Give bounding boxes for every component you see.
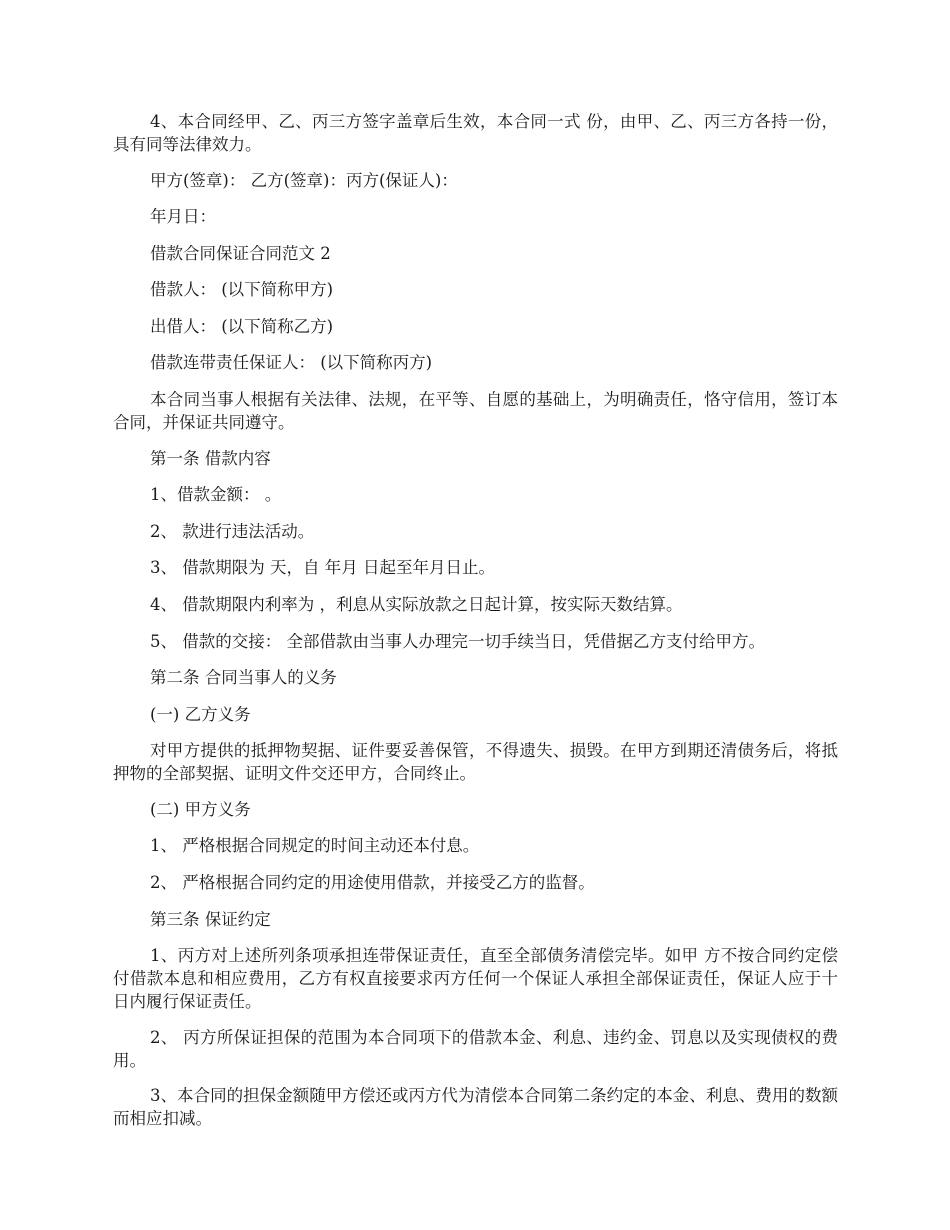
section-heading-2: 第二条 合同当事人的义务: [150, 668, 337, 688]
paragraph-preamble: 本合同当事人根据有关法律、法规，在平等、自愿的基础上，为明确责任，恪守信用，签订本合同，并保证共同遵守。: [113, 390, 838, 433]
paragraph-signatures: 甲方(签章)： 乙方(签章)：丙方(保证人)：: [150, 170, 458, 190]
clause-1-4: 4、 借款期限内利率为 ，利息从实际放款之日起计算，按实际天数结算。: [150, 594, 683, 614]
paragraph-lender: 出借人： (以下简称乙方): [150, 316, 334, 336]
document-subtitle: 借款合同保证合同范文 2: [150, 243, 331, 263]
clause-1-1: 1、借款金额： 。: [150, 485, 282, 505]
paragraph-borrower: 借款人： (以下简称甲方): [150, 280, 334, 300]
paragraph-lender-duties: 对甲方提供的抵押物契据、证件要妥善保管，不得遗失、损毁。在甲方到期还清债务后，将抵押物的全部契据、证明文件交还甲方，合同终止。: [113, 741, 838, 784]
clause-3-1: 1、丙方对上述所列条项承担连带保证责任，直至全部债务清偿完毕。如甲 方不按合同约定偿付借款本息和相应费用，乙方有权直接要求丙方任何一个保证人承担全部保证责任，保证人应于十日内履行保证责任。: [113, 946, 838, 1012]
document-page: [113, 110, 838, 1143]
clause-1-5: 5、 借款的交接： 全部借款由当事人办理完一切手续当日，凭借据乙方支付给甲方。: [150, 631, 765, 651]
clause-1-2: 2、 款进行违法活动。: [150, 521, 315, 541]
clause-3-2: 2、 丙方所保证担保的范围为本合同项下的借款本金、利息、违约金、罚息以及实现债权的费用。: [113, 1027, 838, 1070]
clause-3-3: 3、本合同的担保金额随甲方偿还或丙方代为清偿本合同第二条约定的本金、利息、费用的数额而相应扣减。: [113, 1086, 838, 1129]
clause-2-2: 2、 严格根据合同约定的用途使用借款，并接受乙方的监督。: [150, 873, 595, 892]
clause-1-3: 3、 借款期限为 天，自 年月 日起至年月日止。: [150, 558, 495, 578]
paragraph-effectiveness: 4、本合同经甲、乙、丙三方签字盖章后生效，本合同一式 份，由甲、乙、丙三方各持一份，具有同等法律效力。: [113, 112, 838, 154]
clause-2-1: 1、 严格根据合同规定的时间主动还本付息。: [150, 836, 480, 856]
subsection-heading-lender: (一) 乙方义务: [150, 704, 251, 724]
section-heading-1: 第一条 借款内容: [150, 448, 271, 468]
subsection-heading-borrower: (二) 甲方义务: [150, 799, 251, 819]
paragraph-date: 年月日：: [150, 207, 216, 227]
section-heading-3: 第三条 保证约定: [150, 909, 271, 929]
paragraph-guarantor: 借款连带责任保证人： (以下简称丙方): [150, 353, 433, 373]
